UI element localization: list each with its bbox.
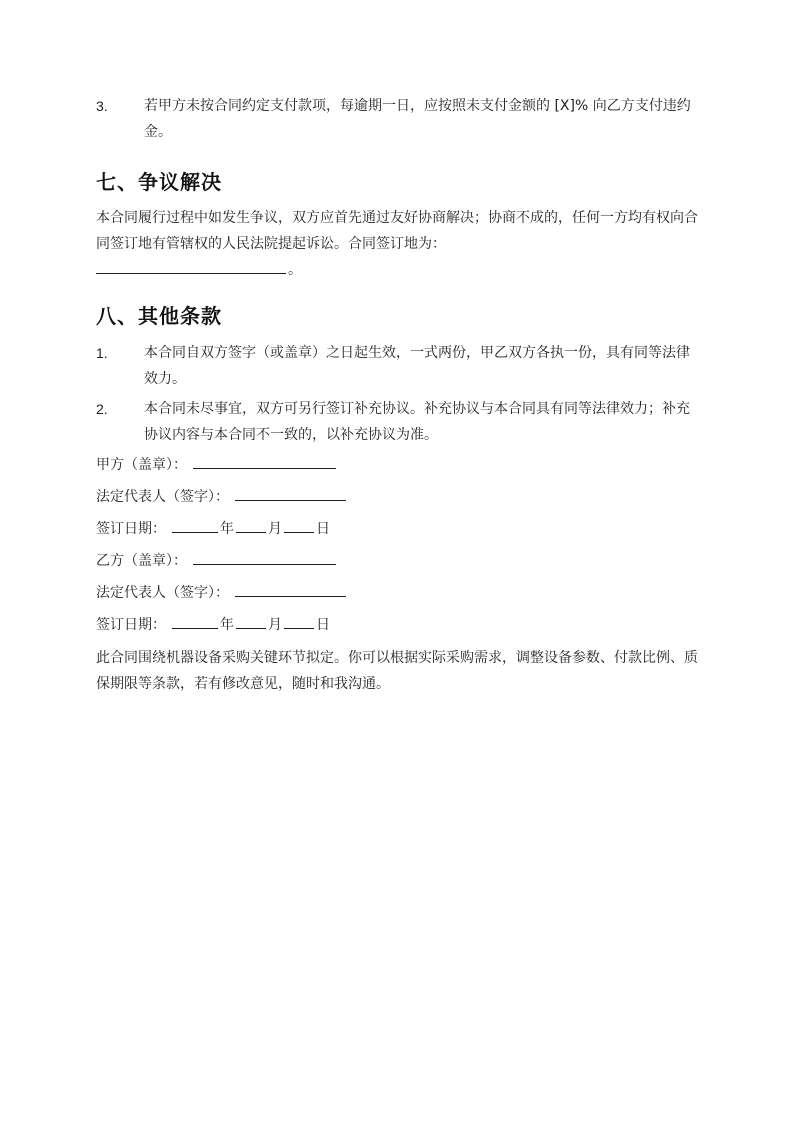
closing-note: 此合同围绕机器设备采购关键环节拟定。你可以根据实际采购需求，调整设备参数、付款比例、质保期限等条款，若有修改意见，随时和我沟通。	[96, 650, 698, 692]
list-number: 2.	[96, 401, 108, 417]
day-label: 日	[316, 617, 330, 633]
rep-a-sign-blank[interactable]	[235, 486, 346, 501]
dispute-text: 本合同履行过程中如发生争议，双方应首先通过友好协商解决；协商不成的，任何一方均有权向合同签订地有管辖权的人民法院提起诉讼。合同签订地为：	[96, 210, 698, 252]
rep-b-label: 法定代表人（签字）：	[96, 585, 229, 601]
rep-a-label: 法定代表人（签字）：	[96, 489, 229, 505]
section-heading-other-terms: 八、其他条款	[96, 304, 222, 328]
signing-place-blank[interactable]	[96, 259, 286, 274]
party-a-seal-blank[interactable]	[193, 454, 336, 469]
date-a-label: 签订日期：	[96, 521, 166, 537]
party-b-seal-blank[interactable]	[193, 550, 336, 565]
year-label: 年	[220, 617, 234, 633]
month-label: 月	[268, 521, 282, 537]
party-a-rep-line	[96, 486, 348, 508]
party-a-seal-line	[96, 454, 338, 476]
year-blank[interactable]	[172, 518, 218, 533]
month-blank[interactable]	[236, 518, 266, 533]
party-a-label: 甲方（盖章）：	[96, 457, 187, 473]
party-b-seal-line	[96, 550, 338, 572]
year-label: 年	[220, 521, 234, 537]
day-label: 日	[316, 521, 330, 537]
list-item	[96, 396, 700, 448]
rep-b-sign-blank[interactable]	[235, 582, 346, 597]
end-mark: 。	[288, 262, 302, 278]
penalty-clause-item	[96, 93, 700, 145]
section-heading-dispute: 七、争议解决	[96, 170, 222, 194]
year-blank[interactable]	[172, 614, 218, 629]
day-blank[interactable]	[284, 614, 314, 629]
list-text: 若甲方未按合同约定支付款项，每逾期一日，应按照未支付金额的 [X]% 向乙方支付违约金。	[144, 98, 691, 140]
list-text: 本合同未尽事宜，双方可另行签订补充协议。补充协议与本合同具有同等法律效力；补充协议内容与本合同不一致的，以补充协议为准。	[144, 401, 690, 443]
day-blank[interactable]	[284, 518, 314, 533]
party-a-date-line	[96, 518, 330, 540]
list-text: 本合同自双方签字（或盖章）之日起生效，一式两份，甲乙双方各执一份，具有同等法律效力。	[144, 345, 690, 387]
party-b-label: 乙方（盖章）：	[96, 553, 187, 569]
month-label: 月	[268, 617, 282, 633]
party-b-rep-line	[96, 582, 348, 604]
list-item	[96, 340, 700, 392]
party-b-date-line	[96, 614, 330, 636]
month-blank[interactable]	[236, 614, 266, 629]
list-number: 3.	[96, 98, 108, 114]
list-number: 1.	[96, 345, 108, 361]
dispute-paragraph	[96, 205, 702, 283]
date-b-label: 签订日期：	[96, 617, 166, 633]
